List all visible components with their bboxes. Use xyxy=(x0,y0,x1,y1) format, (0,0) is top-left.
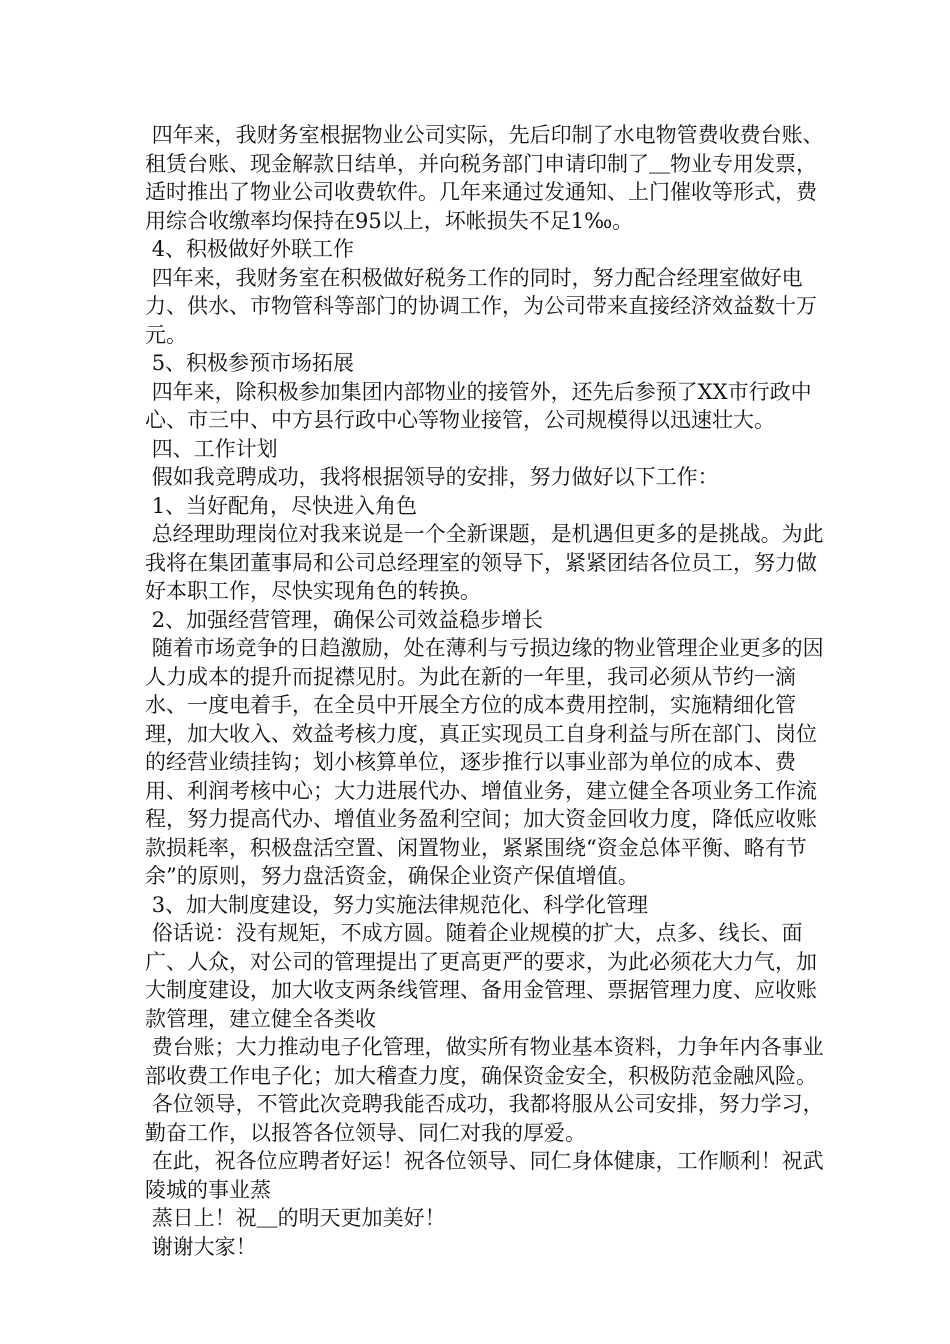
closing-paragraph: 在此，祝各位应聘者好运！祝各位领导、同仁身体健康，工作顺利！祝武陵城的事业蒸 xyxy=(145,1149,824,1202)
closing-thanks: 谢谢大家！ xyxy=(145,1234,257,1259)
body-paragraph: 俗话说：没有规矩，不成方圆。随着企业规模的扩大，点多、线长、面广、人众，对公司的管理提出了更高更严的要求，为此必须花大力气，加大制度建设，加大收支两条线管理、备用金管理、票据管理力度、应收账款管理，建立健全各类收 xyxy=(145,921,817,1031)
body-paragraph: 总经理助理岗位对我来说是一个全新课题，是机遇但更多的是挑战。为此我将在集团董事局和公司总经理室的领导下，紧紧团结各位员工，努力做好本职工作，尽快实现角色的转换。 xyxy=(145,522,824,603)
body-paragraph: 四年来，除积极参加集团内部物业的接管外，还先后参预了XX市行政中心、市三中、中方县行政中心等物业接管，公司规模得以迅速壮大。 xyxy=(145,379,812,432)
chapter-heading: 四、工作计划 xyxy=(145,436,278,461)
section-heading: 5、积极参预市场拓展 xyxy=(145,351,355,375)
section-heading: 1、当好配角，尽快进入角色 xyxy=(145,493,418,518)
body-paragraph: 假如我竞聘成功，我将根据领导的安排，努力做好以下工作： xyxy=(145,465,719,489)
section-heading: 3、加大制度建设，努力实施法律规范化、科学化管理 xyxy=(145,892,649,917)
body-paragraph: 随着市场竞争的日趋激励，处在薄利与亏损边缘的物业管理企业更多的因人力成本的提升而捉襟见肘。为此在新的一年里，我司必须从节约一滴水、一度电着手，在全员中开展全方位的成本费用控制，实施精细化管理，加大收入、效益考核力度，真正实现员工自身利益与所在部门、岗位的经营业绩挂钩；划小核算单位，逐步推行以事业部为单位的成本、费用、利润考核中心；大力进展代办、增值业务，建立健全各项业务工作流程，努力提高代办、增值业务盈利空间；加大资金回收力度，降低应收账款损耗率，积极盘活空置、闲置物业，紧紧围绕“资金总体平衡、略有节余”的原则，努力盘活资金，确保企业资产保值增值。 xyxy=(145,636,824,888)
closing-paragraph: 蒸日上！祝＿的明天更加美好！ xyxy=(145,1206,446,1230)
section-heading: 4、积极做好外联工作 xyxy=(145,237,355,261)
section-heading: 2、加强经营管理，确保公司效益稳步增长 xyxy=(145,607,544,632)
body-paragraph: 四年来，我财务室在积极做好税务工作的同时，努力配合经理室做好电力、供水、市物管科等部门的协调工作，为公司带来直接经济效益数十万元。 xyxy=(145,265,817,347)
body-paragraph: 四年来，我财务室根据物业公司实际，先后印制了水电物管费收费台账、租赁台账、现金解款日结单，并向税务部门申请印制了＿物业专用发票，适时推出了物业公司收费软件。几年来通过发通知、上门催收等形式，费用综合收缴率均保持在95以上，坏帐损失不足1‰。 xyxy=(145,123,824,233)
body-paragraph: 费台账；大力推动电子化管理，做实所有物业基本资料，力争年内各事业部收费工作电子化；加大稽查力度，确保资金安全，积极防范金融风险。 xyxy=(145,1035,824,1088)
closing-paragraph: 各位领导，不管此次竞聘我能否成功，我都将服从公司安排，努力学习，勤奋工作，以报答各位领导、同仁对我的厚爱。 xyxy=(145,1092,824,1145)
document-body xyxy=(145,121,825,1261)
